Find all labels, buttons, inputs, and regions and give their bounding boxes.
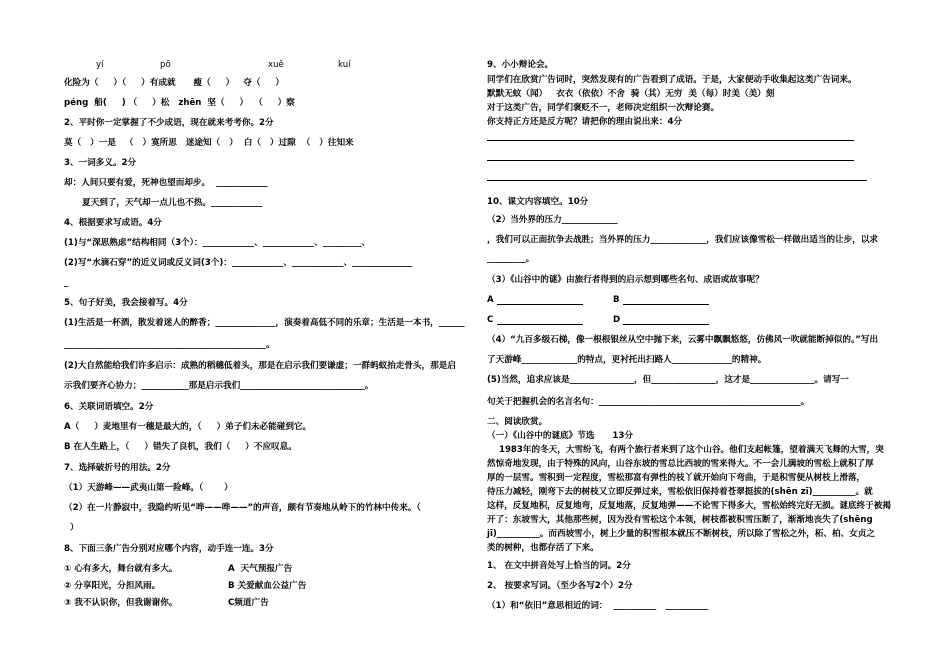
- q9-a: 同学们在欣赏广告词时，突然发现有的广告看到了成语。于是，大家便动手收集起这类广告词来。: [487, 75, 857, 85]
- q10-title: 10、课文内容填空。10分: [487, 197, 589, 207]
- q10-opt-b-line[interactable]: [623, 304, 709, 305]
- q10-c: _________。: [487, 254, 535, 264]
- passage-line-8: 类的树种，也都存活了下来。: [487, 543, 599, 553]
- q10-f: 了天游峰_____________的特点，更衬托出扫路人______________的精神。: [487, 355, 767, 365]
- q10-g: (5)当然，追求应该是_______________，但_______________，这才是_______________。请写一: [487, 375, 849, 385]
- q10-opt-d-line[interactable]: [623, 324, 709, 325]
- q3-a: 却：人间只要有爱，死神也望而却步。 ____________: [64, 178, 268, 188]
- q5-d: 示我们要齐心协力；___________那是启示我们_____________________________。: [64, 381, 374, 391]
- q7-a: （1）天游峰——武夷山第一险峰。（ ）: [64, 483, 233, 493]
- q5-a: (1)生活是一杯酒，散发着迷人的醉香；______________，演奏着高低不同的乐章；生活是一本书，______: [64, 318, 465, 328]
- q7-title: 7、选择破折号的用法。2分: [64, 463, 171, 473]
- q7-c: ）: [64, 523, 79, 533]
- q7-b: （2）在一片静寂中，我隐约听见“哗——哗——”的声音，颇有节奏地从岭下的竹林中传来。（: [64, 503, 421, 513]
- q5-b: _______________________________________________。: [64, 340, 275, 350]
- q10-opt-a-line[interactable]: [497, 304, 583, 305]
- q8-left-2: ② 分享阳光，分担风雨。: [64, 581, 161, 591]
- q8-right-1: A 天气预报广告: [228, 564, 293, 574]
- q9-c: 对于这类广告，同学们褒贬不一，老师决定组织一次辩论赛。: [487, 103, 720, 113]
- q10-d: （3）《山谷中的谜》由旅行者得到的启示想到哪些名句、成语或故事呢？: [487, 275, 764, 285]
- q4-b: (2)写“水滴石穿”的近义词或反义词(3个)：____________、____________、______________: [64, 258, 413, 268]
- pinyin-kui: kuí: [338, 60, 351, 70]
- q8-right-2: B 关爱献血公益广告: [228, 581, 307, 591]
- q10-e: （4）“九百多级石梯，像一根根银丝从空中抛下来，云雾中飘飘悠悠，仿佛风一吹就能断掉似的。”写出: [487, 335, 879, 345]
- q4-c: _: [64, 278, 69, 288]
- passage-line-1: 1983年的冬天，大雪纷飞，有两个旅行者来到了这个山谷。他们支起帐篷，望着满天飞舞的大雪，突: [487, 445, 884, 455]
- reading-q2: 2、 按要求写词。（至少各写2个）2分: [487, 581, 633, 591]
- q4-a: (1)与“深思熟虑”结构相同（3个）：____________、____________、_________、: [64, 238, 371, 248]
- q9-b: 默默无蚊（闻） 衣衣（依依）不舍 骑（其）无穷 美（每）时美（美）刻: [487, 89, 775, 99]
- q5-c: (2)大自然能给我们许多启示：成熟的稻穗低着头，那是在启示我们要谦虚；一群蚂蚁抬走骨头，那是启: [64, 361, 456, 371]
- q6-title: 6、关联词语填空。2分: [64, 402, 154, 412]
- pinyin-yi: yí: [96, 60, 104, 70]
- q10-opt-d: D: [613, 315, 621, 325]
- answer-line-2[interactable]: [487, 160, 854, 161]
- q9-d: 你支持正方还是反方呢？请把你的理由说出来：4分: [487, 117, 683, 127]
- q10-h: 句关于把握机会的名言名句：_______________________________________________。: [487, 397, 810, 407]
- q2-title: 2、平时你一定掌握了不少成语，现在就来考考你。2分: [64, 118, 274, 128]
- passage-line-3: 厚的一层雪。雪积到一定程度，雪松那富有弹性的枝丫就开始向下弯曲，于是积雪便从树枝上滑落，: [487, 473, 866, 483]
- q3-b: 夏天到了，天气却一点儿也不热。____________: [82, 198, 263, 208]
- q1-line1: 化险为（ ）（ ）有成就 瘦（ ） 夺（ ）: [64, 78, 284, 88]
- q8-left-1: ① 心有多大，舞台就有多大。: [64, 564, 178, 574]
- q8-left-3: ③ 我不认识你，但我谢谢你。: [64, 598, 178, 608]
- q6-a: A（ ）麦地里有一穗是最大的，（ ）弟子们未必能碰到它。: [64, 422, 312, 432]
- q3-title: 3、一词多义。2分: [64, 158, 137, 168]
- q6-b: B 在人生路上，（ ）错失了良机，我们（ ）不应叹息。: [64, 442, 297, 452]
- pinyin-xue: xuě: [268, 60, 284, 70]
- reading-q1: 1、 在文中拼音处写上恰当的词。2分: [487, 561, 631, 571]
- q10-b: ，我们可以正面抗争去战胜；当外界的压力_____________，我们应该像雪松一样做出适当的让步，以求: [487, 235, 879, 245]
- reading-q2-a: （1）和“依旧”意思相近的词： __________ __________: [487, 601, 709, 611]
- passage-line-5: 这样，反复地积，反复地弯，反复地落，反复地弹——不论雪下得多大，雪松始终完好无损。谜底终于被揭: [487, 501, 891, 511]
- q5-title: 5、句子好美，我会接着写。4分: [64, 298, 188, 308]
- q10-opt-a: A: [487, 295, 494, 305]
- q4-title: 4、根据要求写成语。4分: [64, 218, 162, 228]
- answer-line-1[interactable]: [487, 140, 854, 141]
- section2-subtitle: （一）《山谷中的谜底》节选 13分: [487, 431, 633, 441]
- q10-opt-c: C: [487, 315, 494, 325]
- q8-title: 8、下面三条广告分别对应哪个内容，动手连一连。3分: [64, 544, 274, 554]
- passage-line-2: 然惊奇地发现，由于特殊的风向，山谷东坡的雪总比西坡的雪来得大。不一会儿满坡的雪松上就积了厚: [487, 459, 874, 469]
- q10-opt-b: B: [613, 295, 620, 305]
- q10-a: （2）当外界的压力_____________: [487, 215, 618, 225]
- q1-line2: péng 船( ) （ ）松 zhēn 坚（ ） （ ）察: [64, 98, 295, 108]
- q8-right-3: C频道广告: [228, 598, 269, 608]
- passage-line-6: 开了：东坡雪大，其他那些树，因为没有雪松这个本领，树枝都被积雪压断了，渐渐地丧失了(shēng: [487, 515, 873, 525]
- section2-title: 二、阅读欣赏。: [487, 417, 548, 427]
- passage-line-4: 待压力减轻，刚弯下去的树枝又立即反弹过来，雪松依旧保持着苍翠挺拔的(shēn zī)__________。就: [487, 487, 873, 497]
- passage-line-7: jī)__________。而西坡雪小，树上少量的积雪根本就压不断树枝，所以除了雪松之外，柘、柏、女贞之: [487, 529, 875, 539]
- pinyin-po: pō: [160, 60, 171, 70]
- q10-opt-c-line[interactable]: [497, 324, 583, 325]
- q9-title: 9、小小辩论会。: [487, 60, 554, 70]
- answer-line-3[interactable]: [487, 180, 867, 181]
- q2-line: 莫（ ）一是 （ ）寞所思 迷途知（ ） 白（ ）过隙 （ ）往知来: [64, 138, 354, 148]
